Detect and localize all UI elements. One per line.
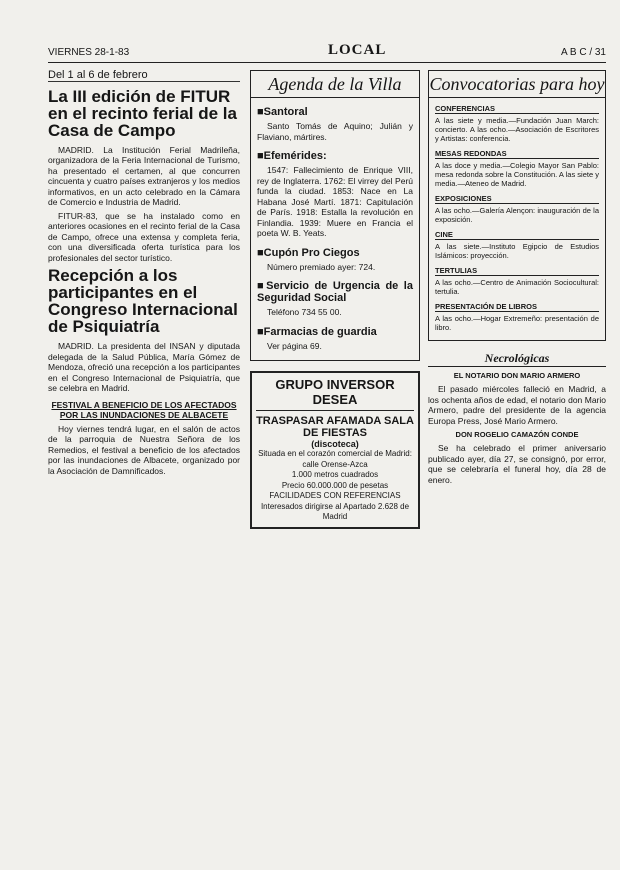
necro-name: EL NOTARIO DON MARIO ARMERO — [453, 371, 581, 380]
convocatorias-title: Convocatorias para hoy — [429, 71, 605, 98]
cat-conferencias: CONFERENCIAS — [435, 104, 599, 114]
cat-exposiciones: EXPOSICIONES — [435, 194, 599, 204]
headline-psiquiatria: Recepción a los participantes en el Congreso Internacional de Psiquiatría — [48, 266, 238, 336]
ad-line: 1.000 metros cuadrados — [291, 470, 379, 479]
cat-text: A las ocho.—Hogar Extremeño: presentación de libro. — [435, 314, 599, 332]
article-paragraph: FITUR-83, que se ha instalado como en anteriores ocasiones en el recinto ferial de la Casa de Campo, ofrece una extensa y completa feria, con una diversificada oferta turística para los profesionales del sector turístico. — [48, 210, 240, 263]
page-header — [48, 42, 606, 63]
article-paragraph: MADRID. La Institución Ferial Madrileña, organizadora de la Feria Internacional de Turismo, ha presentado el certamen, al que concurren cincuenta y cuatro países extranjeros y los medios informativos, en un acto celebrado en la Cámara de Comercio e Industria de Madrid. — [48, 144, 240, 207]
necro-text: Se ha celebrado el primer aniversario publicado ayer, día 27, se consignó, por error, que se celebraría el funeral hoy, día 28 de enero. — [428, 443, 606, 485]
necro-name: DON ROGELIO CAMAZÓN CONDE — [455, 430, 579, 439]
classified-ad — [250, 371, 420, 529]
cat-text: A las ocho.—Centro de Animación Sociocultural: tertulia. — [435, 278, 599, 296]
article-paragraph: MADRID. La presidenta del INSAN y diputada delegada de la Salud Pública, María Gómez de Mendoza, ofreció una recepción a los participantes en el Congreso Internacional de Psiquiatría, que se celebra en Madrid. — [48, 341, 240, 393]
article-paragraph: Hoy viernes tendrá lugar, en el salón de actos de la parroquia de Nuestra Señora de los Remedios, el festival a beneficio de los afectados por las inundaciones de Albacete, organizado por la Asociación de Damnificados. — [48, 423, 240, 476]
header-date: VIERNES 28-1-83 — [48, 47, 130, 58]
section-farmacias: ■ Farmacias de guardia — [257, 326, 413, 338]
necro-text: El pasado miércoles falleció en Madrid, a los ochenta años de edad, el notario don Mario Armero, padre del presidente de la agencia Europa Press, José Mario Armero. — [428, 384, 606, 426]
ad-line: FACILIDADES CON REFERENCIAS — [269, 491, 401, 500]
cat-text: A las ocho.—Galería Alençon: inauguración de la exposición. — [435, 206, 599, 224]
column-right — [428, 70, 606, 488]
section-efemerides: ■ Efemérides: — [257, 150, 413, 162]
convocatorias-box — [428, 70, 606, 341]
subheadline-festival: FESTIVAL A BENEFICIO DE LOS AFECTADOS POR LAS INUNDACIONES DE ALBACETE — [51, 399, 237, 420]
column-middle — [250, 70, 420, 529]
cat-text: A las siete y media.—Fundación Juan March: concierto. A las ocho.—Asociación de Escritores y Artistas: conferencia. — [435, 116, 599, 143]
section-cupon: ■ Cupón Pro Ciegos — [257, 247, 413, 259]
ad-line: Interesados dirigirse al Apartado 2.628 de Madrid — [260, 501, 410, 521]
cat-text: A las siete.—Instituto Egipcio de Estudios Islámicos: proyección. — [435, 242, 599, 260]
section-text: 1547: Fallecimiento de Enrique VIII, rey de Inglaterra. 1762: El virrey del Perú funda la ciudad. 1853: Nace en La Habana José Martí. 1871: Capitulación de París. 1918: Estalla la revolución en Finlandia. 1939: Muere en Francia el poeta W. B. Yeats. — [257, 165, 413, 238]
section-text: Santo Tomás de Aquino; Julián y Flaviano, mártires. — [257, 121, 413, 142]
ad-subtitle: (discoteca) — [311, 439, 359, 449]
agenda-box — [250, 70, 420, 361]
cat-text: A las doce y media.—Colegio Mayor San Pablo: mesa redonda sobre la Constitución. A las siete y media.—Ateneo de Madrid. — [435, 161, 599, 188]
ad-line: Precio 60.000.000 de pesetas — [281, 480, 389, 490]
cat-tertulias: TERTULIAS — [435, 266, 599, 276]
agenda-title: Agenda de la Villa — [251, 71, 419, 98]
section-urgencia: ■ Servicio de Urgencia de la Seguridad Social — [257, 280, 413, 304]
section-text: Teléfono 734 55 00. — [267, 307, 342, 317]
section-santoral: ■ Santoral — [257, 106, 413, 118]
section-text: Número premiado ayer: 724. — [267, 261, 376, 272]
section-text: Ver página 69. — [267, 340, 322, 351]
headline-fitur: La III edición de FITUR en el recinto ferial de la Casa de Campo — [48, 86, 237, 140]
necrologicas-title: Necrológicas — [428, 351, 606, 367]
ad-headline: GRUPO INVERSOR DESEA — [256, 377, 414, 411]
header-page: A B C / 31 — [560, 47, 606, 58]
cat-cine: CINE — [435, 230, 599, 240]
header-section: LOCAL — [328, 42, 387, 58]
cat-libros: PRESENTACIÓN DE LIBROS — [435, 302, 599, 312]
cat-mesas: MESAS REDONDAS — [435, 149, 599, 159]
dateline: Del 1 al 6 de febrero — [48, 70, 240, 82]
ad-line: Situada en el corazón comercial de Madrid: calle Orense-Azca — [258, 449, 412, 469]
column-left — [48, 70, 240, 479]
ad-title: TRASPASAR AFAMADA SALA DE FIESTAS — [256, 415, 414, 439]
